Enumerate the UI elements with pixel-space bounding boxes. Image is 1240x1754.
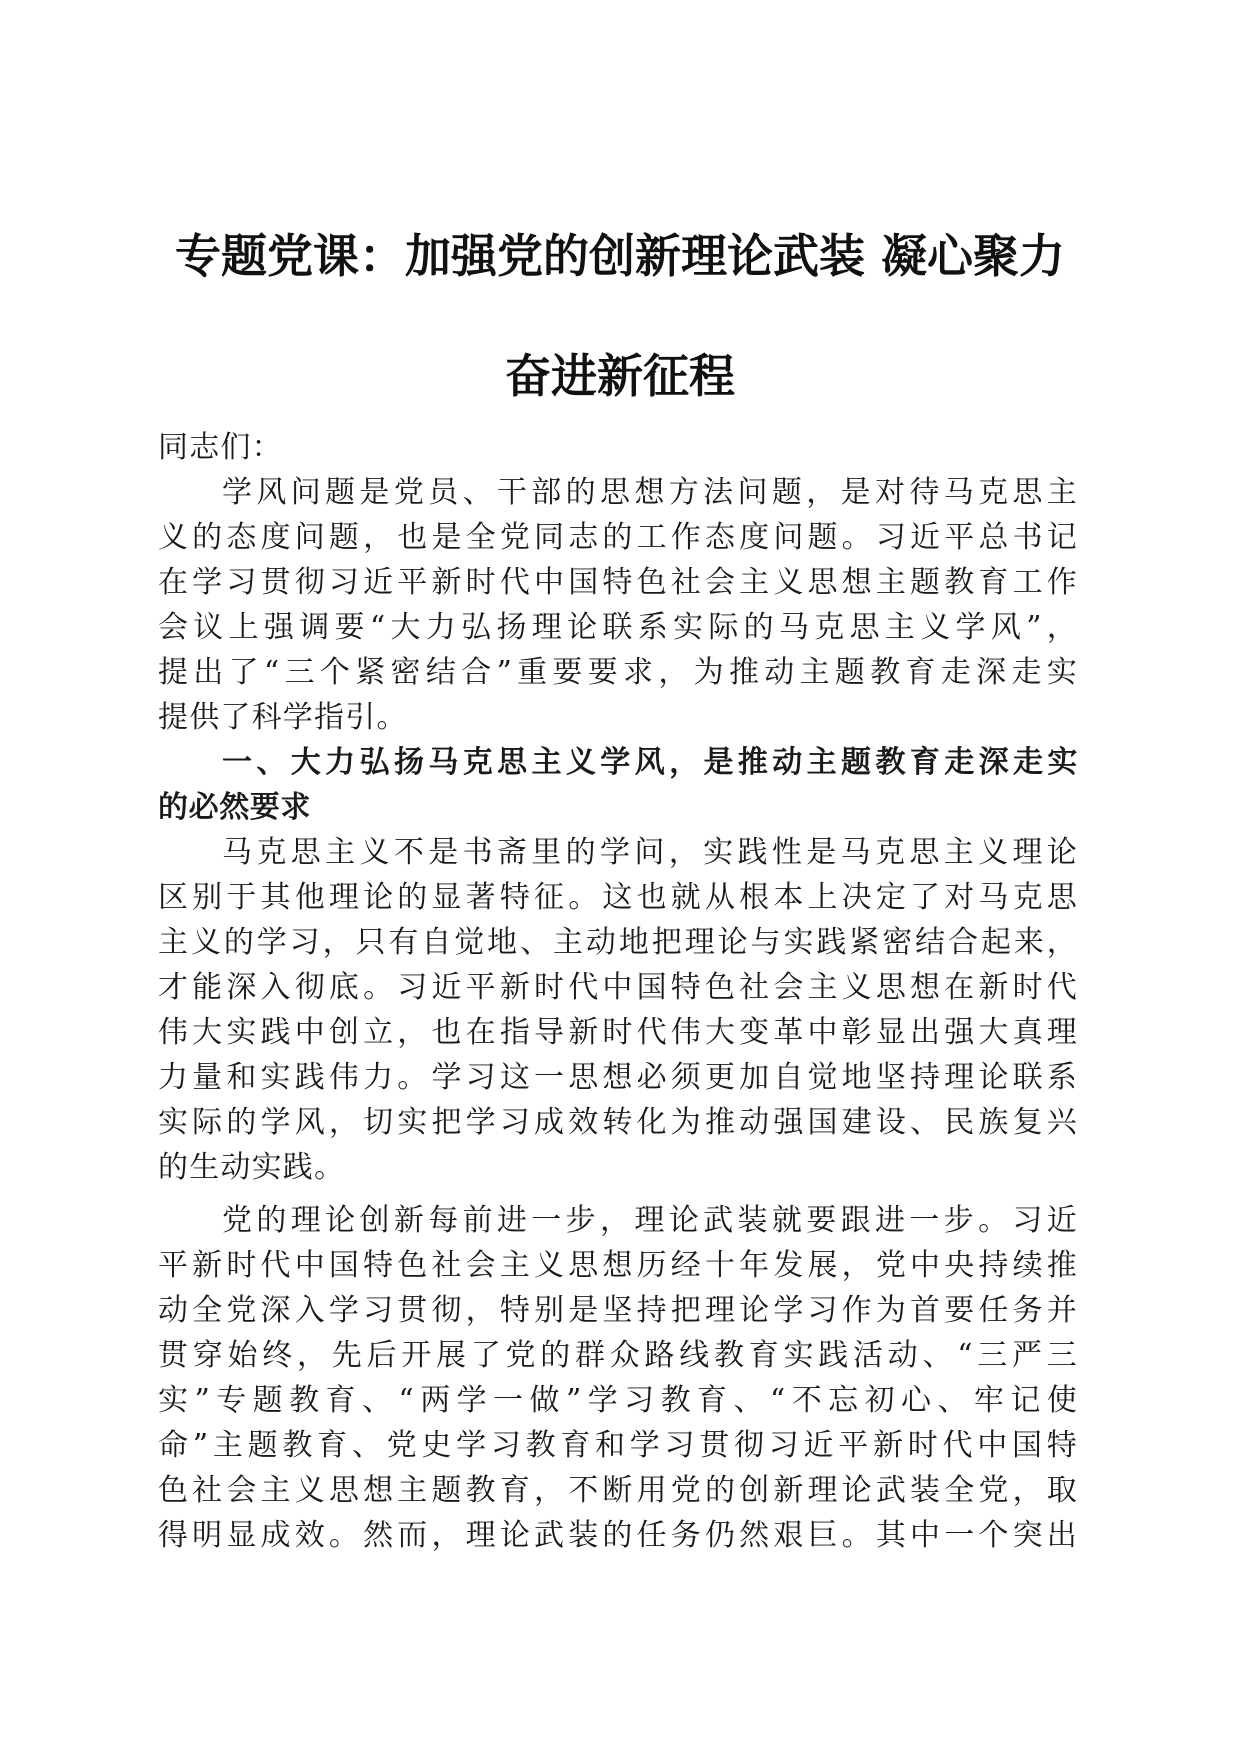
greeting: 同志们：: [158, 430, 283, 465]
paragraph-line: 义的态度问题，也是全党同志的工作态度问题。习近平总书记: [158, 520, 1078, 555]
paragraph-line: 党的理论创新每前进一步，理论武装就要跟进一步。习近: [222, 1203, 1078, 1238]
paragraph-line: 力量和实践伟力。学习这一思想必须更加自觉地坚持理论联系: [158, 1060, 1078, 1095]
paragraph-line: 动全党深入学习贯彻，特别是坚持把理论学习作为首要任务并: [158, 1293, 1078, 1328]
paragraph-line: 得明显成效。然而，理论武装的任务仍然艰巨。其中一个突出: [158, 1518, 1078, 1553]
paragraph-line: 伟大实践中创立，也在指导新时代伟大变革中彰显出强大真理: [158, 1015, 1078, 1050]
paragraph-line: 的生动实践。: [158, 1150, 346, 1185]
paragraph-line: 区别于其他理论的显著特征。这也就从根本上决定了对马克思: [158, 880, 1078, 915]
document-body: [158, 425, 1078, 1558]
body-paragraph-2: [158, 1198, 1078, 1558]
paragraph-spacer: [158, 1190, 1078, 1198]
paragraph-line: 命”主题教育、党史学习教育和学习贯彻习近平新时代中国特: [158, 1428, 1078, 1463]
paragraph-line: 马克思主义不是书斋里的学问，实践性是马克思主义理论: [222, 835, 1078, 870]
paragraph-line: 在学习贯彻习近平新时代中国特色社会主义思想主题教育工作: [158, 565, 1078, 600]
paragraph-line: 主义的学习，只有自觉地、主动地把理论与实践紧密结合起来，: [158, 925, 1078, 960]
heading-line: 的必然要求: [158, 790, 311, 825]
paragraph-line: 才能深入彻底。习近平新时代中国特色社会主义思想在新时代: [158, 970, 1078, 1005]
paragraph-line: 贯穿始终，先后开展了党的群众路线教育实践活动、“三严三: [158, 1338, 1078, 1373]
paragraph-line: 会议上强调要“大力弘扬理论联系实际的马克思主义学风”，: [158, 610, 1078, 645]
section-heading-1: [158, 740, 1078, 830]
body-paragraph-1: [158, 830, 1078, 1190]
paragraph-line: 实”专题教育、“两学一做”学习教育、“不忘初心、牢记使: [158, 1383, 1078, 1418]
heading-line: 一、大力弘扬马克思主义学风，是推动主题教育走深走实: [222, 745, 1078, 780]
document-title-line-1: 专题党课：加强党的创新理论武装 凝心聚力: [174, 229, 1065, 283]
intro-paragraph: [158, 470, 1078, 740]
paragraph-line: 平新时代中国特色社会主义思想历经十年发展，党中央持续推: [158, 1248, 1078, 1283]
document-title-line-2: 奋进新征程: [505, 349, 735, 403]
paragraph-line: 提出了“三个紧密结合”重要要求，为推动主题教育走深走实: [158, 655, 1078, 690]
paragraph-line: 色社会主义思想主题教育，不断用党的创新理论武装全党，取: [158, 1473, 1078, 1508]
paragraph-line: 学风问题是党员、干部的思想方法问题，是对待马克思主: [222, 475, 1078, 510]
paragraph-line: 实际的学风，切实把学习成效转化为推动强国建设、民族复兴: [158, 1105, 1078, 1140]
paragraph-line: 提供了科学指引。: [158, 700, 408, 735]
